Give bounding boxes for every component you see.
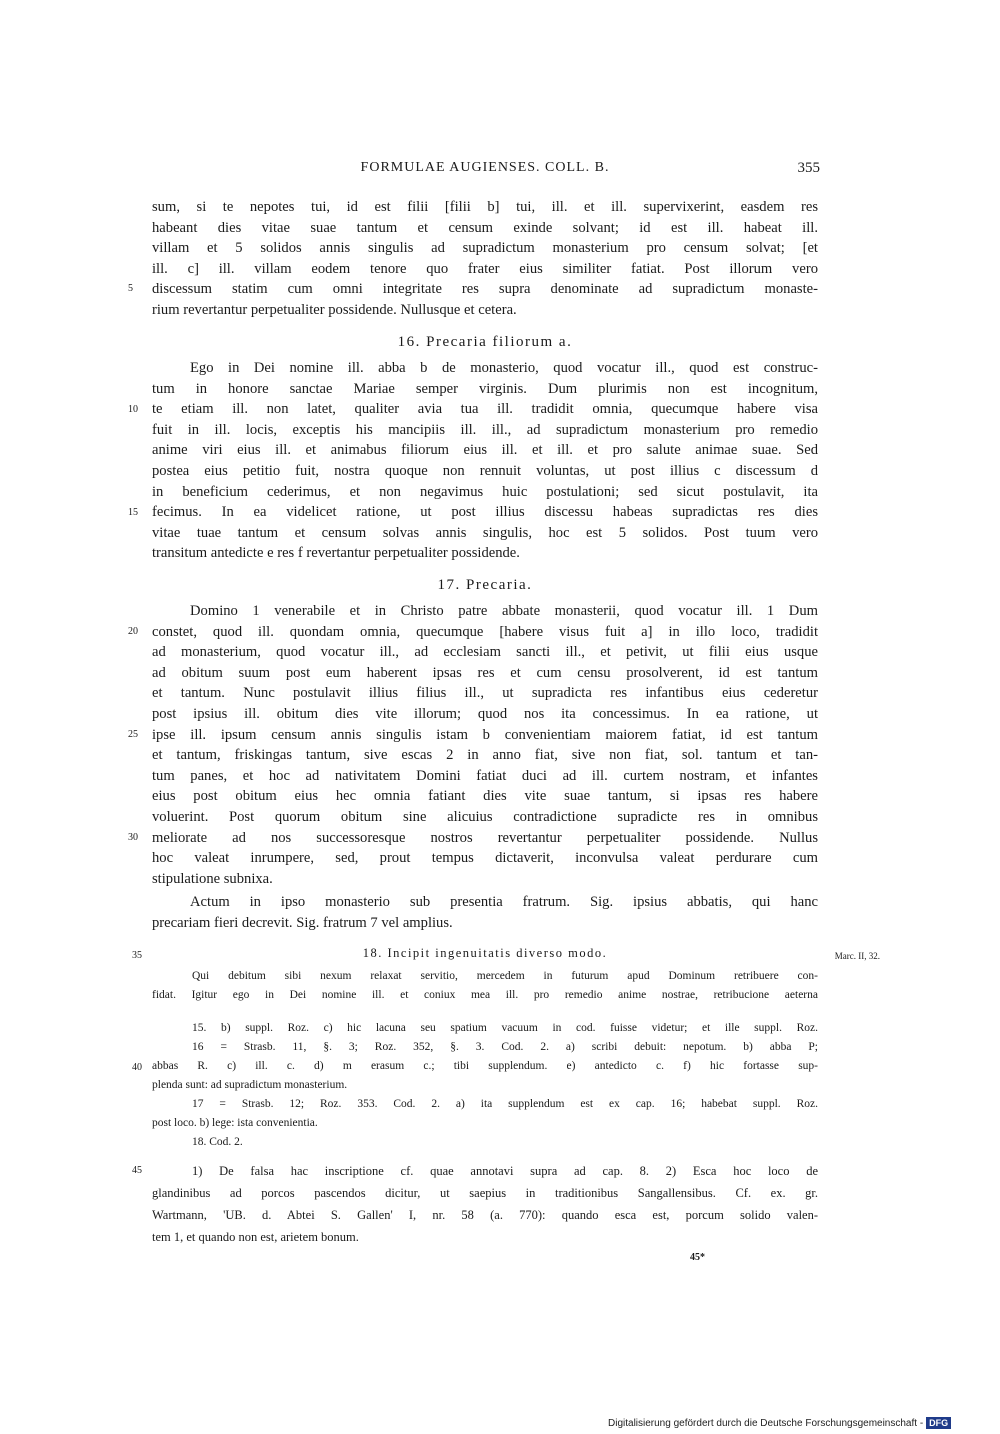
text-line: eius post obitum eius hec omnia fatiant dies vite suae tantum, si ipsas res habere <box>152 788 818 805</box>
footnote-line: 1) De falsa hac inscriptione cf. quae annotavi supra ad cap. 8. 2) Esca hoc loco de <box>192 1164 818 1178</box>
marculf-reference: Marc. II, 32. <box>834 951 880 961</box>
paragraph-16 <box>152 358 818 564</box>
critical-apparatus <box>152 1019 818 1152</box>
footnote-line: Wartmann, 'UB. d. Abtei S. Gallen' I, nr. 58 (a. 770): quando esca est, porcum solido valen- <box>152 1208 818 1222</box>
text-line: te etiam ill. non latet, qualiter avia tua ill. tradidit omnia, quecumque habere visa <box>152 401 818 418</box>
text-line: ad obitum suum post eum haberent ipsas res et cum censu prosolverent, id est tantum <box>152 664 818 681</box>
note-line: 16 = Strasb. 11, §. 3; Roz. 352, §. 3. Cod. 2. a) scribi debuit: nepotum. b) abba P; <box>192 1041 818 1053</box>
paragraph-18 <box>152 967 818 1005</box>
text-line: fidat. Igitur ego in Dei nomine ill. et coniux mea ill. pro remedio anime nostrae, retribucione aeterna <box>152 989 818 1001</box>
text-line: rium revertantur perpetualiter possidende. Nullusque et cetera. <box>152 301 517 318</box>
heading-18: 18. Incipit ingenuitatis diverso modo. <box>362 946 608 960</box>
line-number: 5 <box>128 283 133 294</box>
text-line: habeant dies vitae suae tantum et censum exinde solvant; id est ill. habeat ill. <box>152 219 818 236</box>
text-line: in beneficium cederimus, et non negavimus huic postulationi; sed sicut postulavit, ita <box>152 483 818 500</box>
text-line: postea eius petitio fuit, nostra quoque non rennuit voluntas, ut post illius c discessum d <box>152 462 818 479</box>
text-line: anime viri eius ill. et animabus filiorum eius ill. et ill. et pro salute animae suae. Sed <box>152 442 818 459</box>
text-line: tum panes, et hoc ad nativitatem Domini fatiat duci ad ill. curtem nostram, et infantes <box>152 767 818 784</box>
text-line: vitae tuae tantum et censum solvas annis singulis, hoc est 5 solidos. Post tuum vero <box>152 524 818 541</box>
text-line: et tantum. Nunc postulavit illius filius ill., ut supradicta res infantibus eius cederetur <box>152 685 818 702</box>
dfg-logo: DFG <box>926 1417 951 1429</box>
footnote-line: glandinibus ad porcos pascendos dicitur, ut saepius in traditionibus Sangallensibus. Cf. ex. gr. <box>152 1186 818 1200</box>
text-line: discessum statim cum omni integritate res supra denominate ad supradictum monaste- <box>152 281 818 298</box>
text-line: villam et 5 solidos annis singulis ad supradictum monasterium pro censum solvat; [et <box>152 240 818 257</box>
paragraph-17 <box>152 601 818 889</box>
line-number: 10 <box>128 404 138 415</box>
paragraph-17-actum <box>152 892 818 933</box>
note-line: plenda sunt: ad supradictum monasterium. <box>152 1079 348 1091</box>
text-line: ipse ill. ipsum censum annis singulis istam b convenientiam maiorem fatiat, id est tantum <box>152 726 818 743</box>
note-line: 15. b) suppl. Roz. c) hic lacuna seu spatium vacuum in cod. fuisse videtur; et ille suppl. Roz. <box>192 1022 818 1034</box>
line-number: 30 <box>128 832 138 843</box>
text-line: Ego in Dei nomine ill. abba b de monasterio, quod vocatur ill., quod est construc- <box>190 360 818 376</box>
footnote-line: tem 1, et quando non est, arietem bonum. <box>152 1230 359 1244</box>
text-line: hoc valeat inrumpere, sed, prout tempus dictaverit, inconvulsa valeat perdurare cum <box>152 850 818 867</box>
paragraph-15-continuation <box>152 197 818 321</box>
page-number: 355 <box>797 160 820 176</box>
text-line: fuit in ill. locis, exceptis his mancipiis ill. ill., ad supradictum monasterium pro remedio <box>152 421 818 438</box>
line-number: 25 <box>128 729 138 740</box>
heading-16: 16. Precaria filiorum a. <box>397 334 573 350</box>
digitization-footer <box>608 1417 951 1429</box>
text-line: ill. c] ill. villam eodem tenore quo frater eius similiter fatiat. Post illorum vero <box>152 260 818 277</box>
page-title: FORMULAE AUGIENSES. COLL. B. <box>360 160 610 175</box>
text-line: Qui debitum sibi nexum relaxat servitio, mercedem in futurum apud Dominum retribuere con- <box>192 970 818 982</box>
line-number: 20 <box>128 626 138 637</box>
text-line: stipulatione subnixa. <box>152 870 273 887</box>
heading-17: 17. Precaria. <box>437 577 533 593</box>
text-line: et tantum, friskingas tantum, sive escas 2 in anno fiat, sive non fiat, sol. tantum et tan- <box>152 747 818 764</box>
text-line: post ipsius ill. obitum dies vite illorum; quod nos ita concessimus. In ea ratione, ut <box>152 705 818 722</box>
note-line: 18. Cod. 2. <box>192 1136 243 1148</box>
text-line: tum in honore sanctae Mariae semper virginis. Dum plurimis non est incognitum, <box>152 380 818 397</box>
text-line: Actum in ipso monasterio sub presentia fratrum. Sig. ipsius abbatis, qui hanc <box>190 894 818 910</box>
text-line: Domino 1 venerabile et in Christo patre abbate monasterii, quod vocatur ill. 1 Dum <box>190 603 818 619</box>
note-line: 17 = Strasb. 12; Roz. 353. Cod. 2. a) ita supplendum est ex cap. 16; habebat suppl. Roz. <box>192 1098 818 1110</box>
text-line: transitum antedicte e res f revertantur perpetualiter possidende. <box>152 545 520 562</box>
text-line: constet, quod ill. quondam omnia, quecumque [habere visus fuit a] in illo loco, tradidit <box>152 623 818 640</box>
text-line: fecimus. In ea videlicet ratione, ut post illius discessu habeas supradictas res dies <box>152 504 818 521</box>
line-number: 40 <box>132 1062 142 1073</box>
running-header <box>150 160 820 182</box>
line-number: 45 <box>132 1165 142 1176</box>
line-number: 35 <box>132 950 142 961</box>
signature-mark: 45* <box>690 1252 705 1263</box>
line-number: 15 <box>128 507 138 518</box>
text-line: voluerint. Post quorum obitum sine alicuius contradictione supradicte res in omnibus <box>152 808 818 825</box>
text-line: precariam fieri decrevit. Sig. fratrum 7 vel amplius. <box>152 914 453 931</box>
note-line: abbas R. c) ill. c. d) m erasum c.; tibi supplendum. e) antedicto c. f) hic fortasse sup- <box>152 1060 818 1072</box>
text-line: meliorate ad nos successoresque nostros revertantur perpetualiter possidende. Nullus <box>152 829 818 846</box>
text-line: sum, si te nepotes tui, id est filii [filii b] tui, ill. et ill. supervixerint, easdem res <box>152 199 818 215</box>
text-line: ad monasterium, quod vocatur ill., ad ecclesiam sancti ill., et petivit, ut filii eius usque <box>152 644 818 661</box>
footer-text: Digitalisierung gefördert durch die Deutsche Forschungsgemeinschaft - <box>608 1418 924 1429</box>
footnotes <box>152 1160 818 1248</box>
note-line: post loco. b) lege: ista convenientia. <box>152 1117 318 1129</box>
